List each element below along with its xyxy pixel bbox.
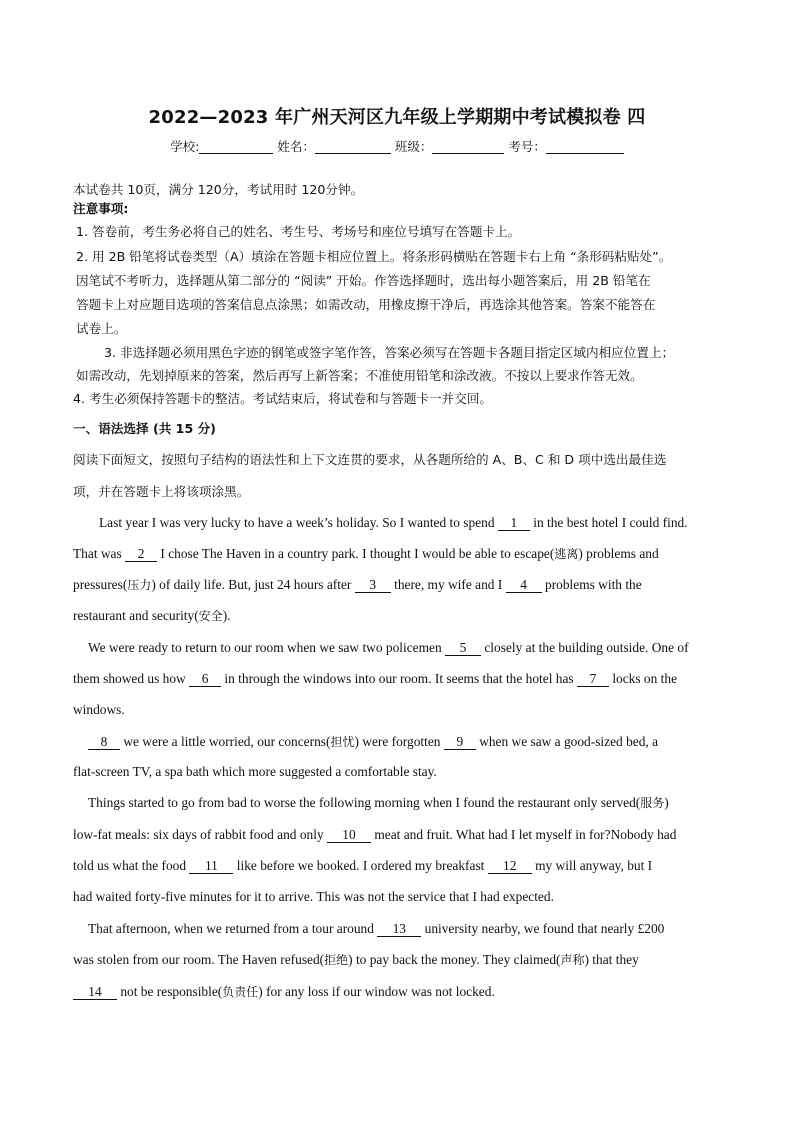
note-2-cont-2: 答题卡上对应题目选项的答案信息点涂黑；如需改动，用橡皮擦干净后，再选涂其他答案。答案不能答在 [76,297,656,312]
passage-line-5: We were ready to return to our room when we saw two policemen 5 closely at the building outside. One of [88,640,689,655]
passage-line-9: flat-screen TV, a spa bath which more suggested a comfortable stay. [73,764,437,779]
school-label: 学校: [170,139,200,154]
passage-line-16: 14 not be responsible(负责任) for any loss if our window was not locked. [73,983,733,1001]
exam-title: 2022—2023 年广州天河区九年级上学期期中考试模拟卷 四 [148,107,646,128]
section-instructions-1: 阅读下面短文，按照句子结构的语法性和上下文连贯的要求，从各题所给的 A、B、C 和 D 项中选出最佳选 [73,452,667,467]
note-4: 4. 考生必须保持答题卡的整洁。考试结束后，将试卷和与答题卡一并交回。 [73,391,493,406]
blank-6[interactable]: 6 [189,671,221,687]
note-3-cont: 如需改动，先划掉原来的答案，然后再写上新答案；不准使用铅笔和涂改液。不按以上要求作答无效。 [76,368,643,383]
exam-number-blank[interactable] [546,139,624,154]
notes-heading: 注意事项: [73,201,129,216]
passage-line-4: restaurant and security(安全). [73,608,231,623]
passage-line-15: was stolen from our room. The Haven refused(拒绝) to pay back the money. They claimed(声称) that they [73,952,639,967]
note-1: 1. 答卷前，考生务必将自己的姓名、考生号、考场号和座位号填写在答题卡上。 [76,224,521,239]
note-2-cont-1: 因笔试不考听力，选择题从第二部分的 “阅读” 开始。作答选择题时，选出每小题答案后，用 2B 铅笔在 [76,273,651,288]
note-2: 2. 用 2B 铅笔将试卷类型（A）填涂在答题卡相应位置上。将条形码横贴在答题卡右上角 “条形码粘贴处”。 [76,249,672,264]
passage-line-14: That afternoon, when we returned from a tour around 13 university nearby, we found that nearly £200 [88,921,665,936]
exam-number-label: 考号： [508,139,546,154]
passage-line-10: Things started to go from bad to worse the following morning when I found the restaurant only served(服务) [88,795,669,810]
blank-12[interactable]: 12 [488,858,532,874]
blank-1[interactable]: 1 [498,515,530,531]
passage-line-12: told us what the food 11 like before we booked. I ordered my breakfast 12 my will anyway, but I [73,858,653,873]
school-blank[interactable] [199,139,273,154]
name-blank[interactable] [315,139,391,154]
blank-7[interactable]: 7 [577,671,609,687]
passage-line-1: Last year I was very lucky to have a week’s holiday. So I wanted to spend 1 in the best hotel I could find. [99,515,688,530]
passage-line-8: 8 we were a little worried, our concerns(担忧) were forgotten 9 when we saw a good-sized bed, a [88,733,748,751]
section-heading: 一、语法选择 (共 15 分) [73,421,216,436]
class-label: 班级： [394,139,433,154]
passage-line-11: low-fat meals: six days of rabbit food and only 10 meat and fruit. What had I let myself in for?Nobody had [73,827,677,842]
blank-11[interactable]: 11 [189,858,233,874]
blank-3[interactable]: 3 [355,577,391,593]
student-info-line [0,137,794,155]
passage-line-6: them showed us how 6 in through the windows into our room. It seems that the hotel has 7 locks on the [73,671,678,686]
passage-line-3: pressures(压力) of daily life. But, just 24 hours after 3 there, my wife and I 4 problems with the [73,577,642,592]
blank-5[interactable]: 5 [445,640,481,656]
blank-2[interactable]: 2 [125,546,157,562]
intro-text: 本试卷共 10页，满分 120分，考试用时 120分钟。 [73,182,364,197]
passage-line-2: That was 2 I chose The Haven in a country park. I thought I would be able to escape(逃离) problems and [73,546,659,561]
blank-14[interactable]: 14 [73,984,117,1000]
blank-13[interactable]: 13 [377,921,421,937]
note-2-cont-3: 试卷上。 [76,321,127,336]
name-label: 姓名： [277,139,315,154]
section-instructions-2: 项，并在答题卡上将该项涂黑。 [73,484,250,499]
blank-4[interactable]: 4 [506,577,542,593]
passage-line-13: had waited forty-five minutes for it to arrive. This was not the service that I had expected. [73,889,554,904]
blank-9[interactable]: 9 [444,734,476,750]
blank-8[interactable]: 8 [88,734,120,750]
blank-10[interactable]: 10 [327,827,371,843]
passage-line-7: windows. [73,702,125,717]
class-blank[interactable] [432,139,504,154]
note-3: 3. 非选择题必须用黑色字迹的钢笔或签字笔作答，答案必须写在答题卡各题目指定区域内相应位置上； [104,345,675,360]
